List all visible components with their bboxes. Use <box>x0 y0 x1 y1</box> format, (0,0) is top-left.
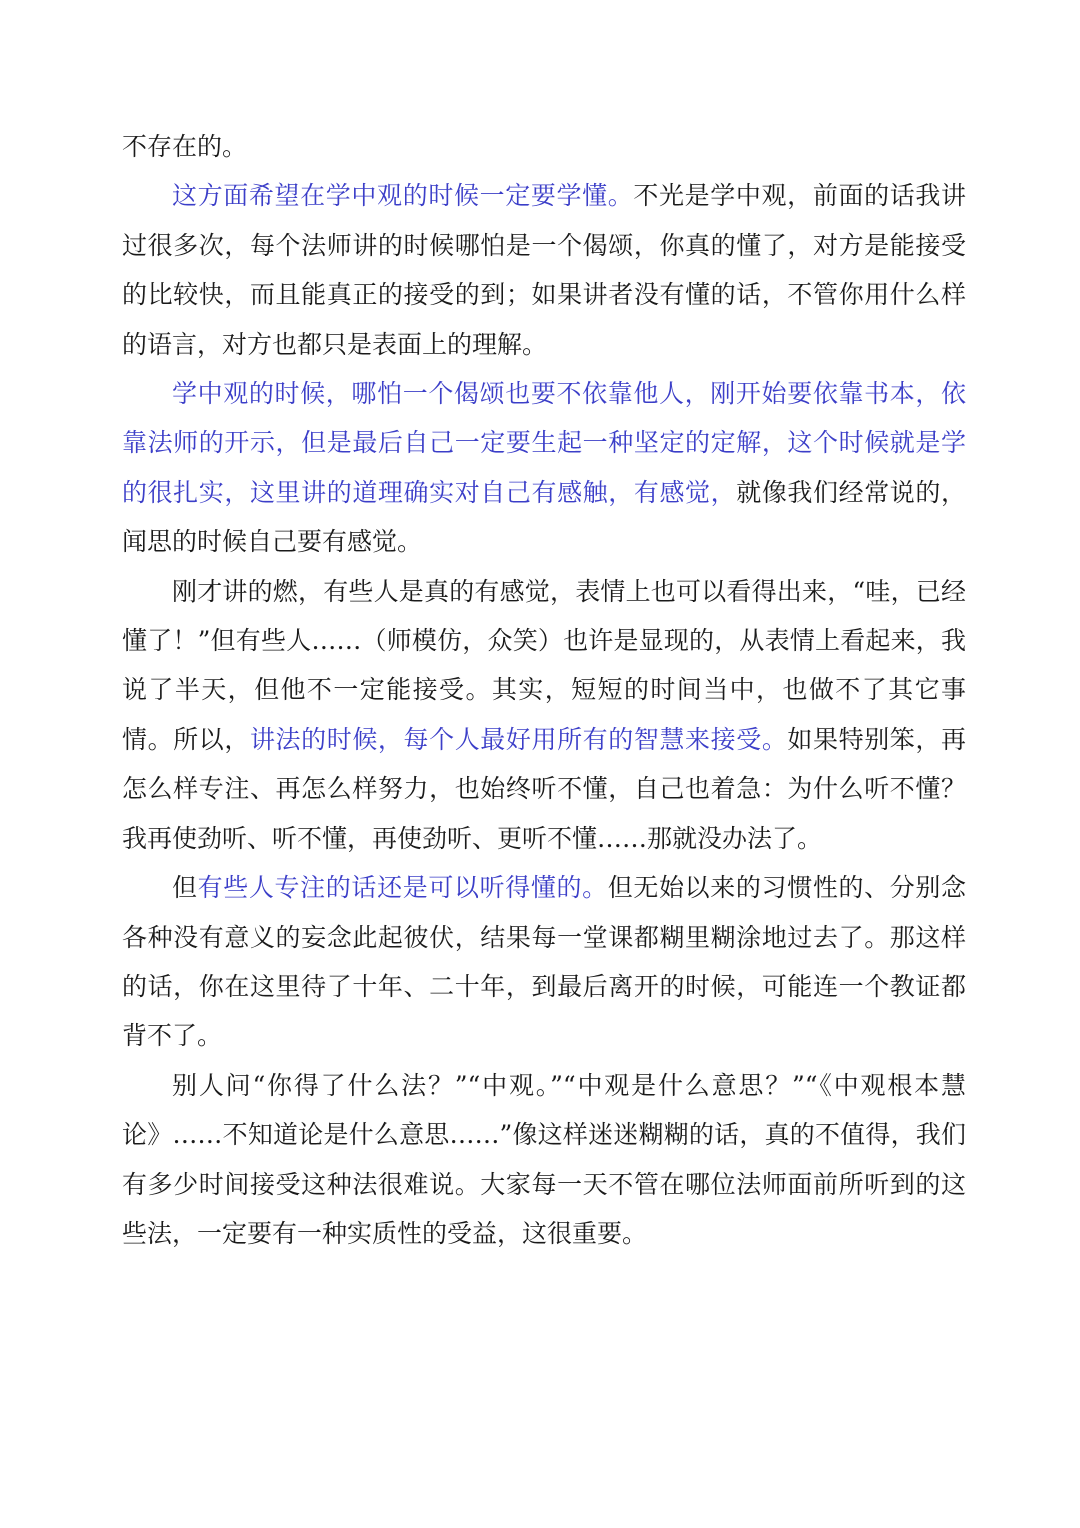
paragraph-3 <box>122 369 966 567</box>
paragraph-2 <box>122 171 966 369</box>
text-segment: 刚才讲的燃，有些人是真的有感觉，表情上也可以看得出来，“哇，已经懂了！”但有些人……（师模仿，众笑）也许是显现的，从表情上看起来，我说了半天，但他不一定能接受。其实，短短的时间当中，也做不了其它事情。所以， <box>122 576 966 754</box>
paragraph-6 <box>122 1061 966 1259</box>
paragraph-5 <box>122 863 966 1061</box>
text-segment: 但无始以来的习惯性的、分别念各种没有意义的妄念此起彼伏，结果每一堂课都糊里糊涂地过去了。那这样的话，你在这里待了十年、二十年，到最后离开的时候，可能连一个教证都背不了。 <box>122 873 966 1051</box>
body-text <box>122 122 966 1258</box>
paragraph-1 <box>122 122 966 171</box>
highlighted-text: 讲法的时候，每个人最好用所有的智慧来接受。 <box>249 724 788 754</box>
text-segment: 别人问“你得了什么法？”“中观。”“中观是什么意思？”“《中观根本慧论》……不知道论是什么意思……”像这样迷迷糊糊的话，真的不值得，我们有多少时间接受这种法很难说。大家每一天不管在哪位法师面前所听到的这些法，一定要有一种实质性的受益，这很重要。 <box>122 1070 966 1248</box>
paragraph-4 <box>122 567 966 863</box>
highlighted-text: 有些人专注的话还是可以听得懂的。 <box>197 873 608 903</box>
text-segment: 就像我们经常说的，闻思的时候自己要有感觉。 <box>122 477 966 557</box>
text-segment: 不存在的。 <box>122 132 248 161</box>
highlighted-text: 学中观的时候，哪怕一个偈颂也要不依靠他人，刚开始要依靠书本，依靠法师的开示，但是最后自己一定要生起一种坚定的定解，这个时候就是学的很扎实，这里讲的道理确实对自己有感触，有感觉， <box>122 379 966 507</box>
highlighted-text: 这方面希望在学中观的时候一定要学懂。 <box>172 181 634 211</box>
text-segment: 但 <box>172 873 198 903</box>
text-segment: 不光是学中观，前面的话我讲过很多次，每个法师讲的时候哪怕是一个偈颂，你真的懂了，对方是能接受的比较快，而且能真正的接受的到；如果讲者没有懂的话，不管你用什么样的语言，对方也都只是表面上的理解。 <box>122 181 966 359</box>
text-segment: 如果特别笨，再怎么样专注、再怎么样努力，也始终听不懂，自己也着急：为什么听不懂？我再使劲听、听不懂，再使劲听、更听不懂……那就没办法了。 <box>122 724 966 853</box>
